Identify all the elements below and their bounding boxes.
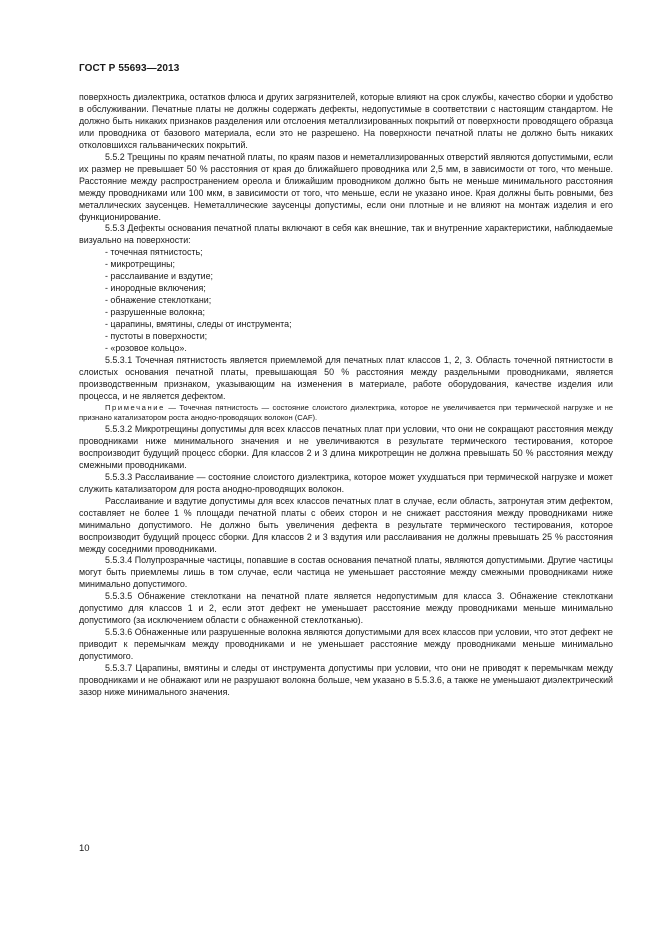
list-item: - расслаивание и вздутие;	[105, 271, 214, 282]
list-item: - обнажение стеклоткани;	[105, 295, 212, 306]
note	[79, 403, 613, 424]
paragraph-5-5-3-4: 5.5.3.4 Полупрозрачные частицы, попавшие в состав основания печатной платы, являются допустимыми. Другие частицы могут быть приемлемы лишь в том случае, если частица не уменьшает расстояние между смежными проводниками ниже минимально допустимого.	[79, 555, 613, 590]
document-body	[79, 92, 613, 699]
list-item: - «розовое кольцо».	[105, 343, 187, 354]
paragraph-5-5-3-7: 5.5.3.7 Царапины, вмятины и следы от инструмента допустимы при условии, что они не приводят к перемычкам между проводниками и не обнажают или не разрушают волокна больше, чем указано в 5.5.3.6, а также не уменьшают диэлектрический зазор ниже минимального значения.	[79, 663, 613, 697]
list-item: - разрушенные волокна;	[105, 307, 205, 318]
paragraph-5-5-3: 5.5.3 Дефекты основания печатной платы включают в себя как внешние, так и внутренние характеристики, наблюдаемые визуально на поверхности:	[79, 223, 613, 246]
list-item: - пустоты в поверхности;	[105, 331, 208, 342]
list-item: - царапины, вмятины, следы от инструмента;	[105, 319, 292, 330]
paragraph-5-5-3-1: 5.5.3.1 Точечная пятнистость является приемлемой для печатных плат классов 1, 2, 3. Область точечной пятнистости в слоистых основания печатной платы, превышающая 50 % расстояния между раздельными проводниками, является производственным признаком, указывающим на изменения в материале, работе оборудования, качестве изделия или процесса, и не является дефектом.	[79, 354, 613, 401]
document-header: ГОСТ Р 55693—2013	[79, 63, 180, 74]
paragraph-continuation: поверхность диэлектрика, остатков флюса и других загрязнителей, которые влияют на срок службы, качество сборки и удобство в обслуживании. Печатные платы не должны содержать дефекты, недопустимые в соответствии с настоящим стандартом. Не должно быть никаких признаков разделения или отслоения металлизированных покрытий от поверхности проводящего образца или проводника от базового материала, если это не разрешено. На поверхности печатной платы не должно быть никаких отколовшихся гальванических покрытий.	[79, 92, 613, 150]
paragraph-5-5-3-2: 5.5.3.2 Микротрещины допустимы для всех классов печатных плат при условии, что они не сокращают расстояния между проводниками ниже минимального значения и не увеличиваются в результате термического тестирования, которое воспроизводит будущий процесс сборки. Для классов 2 и 3 длина микротрещин не должна превышать 50 % расстояния между смежными проводниками.	[79, 423, 613, 470]
note-label: Примечание	[105, 402, 165, 412]
paragraph-5-5-3-3: 5.5.3.3 Расслаивание — состояние слоистого диэлектрика, которое может ухудшаться при термической нагрузке и может служить катализатором для роста анодно-проводящих волокон.	[79, 471, 613, 494]
paragraph-5-5-2: 5.5.2 Трещины по краям печатной платы, по краям пазов и неметаллизированных отверстий являются допустимыми, если их размер не превышает 50 % расстояния от края до ближайшего проводника или 2,5 мм, в зависимости от того, что меньше. Расстояние между распространением ореола и ближайшим проводником должно быть не меньше минимального расстояния между проводниками или 100 мкм, в зависимости от того, что меньше, если не указано иное. Края должны быть ровными, без металлических заусенцев. Неметаллические заусенцы допустимы, если они плотные и не влияют на монтаж изделия и его функционирование.	[79, 151, 613, 222]
list-item: - микротрещины;	[105, 259, 175, 270]
defect-list	[79, 247, 613, 355]
note-text: — Точечная пятнистость — состояние слоистого диэлектрика, которое не увеличивается при термической нагрузке и не признано катализатором роста анодно-проводящих волокон (CAF).	[79, 402, 613, 423]
page-number: 10	[79, 843, 90, 854]
paragraph-delamination: Расслаивание и вздутие допустимы для всех классов печатных плат в случае, если область, затронутая этим дефектом, составляет не более 1 % площади печатной платы с обеих сторон и не снижает расстояния между проводниками ниже минимально допустимого. Не должно быть увеличения дефекта в результате термического тестирования, которое воспроизводит будущий процесс сборки. Для классов 2 и 3 вздутия или расслаивания не должны превышать 25 % расстояния между соседними проводниками.	[79, 495, 613, 554]
list-item: - инородные включения;	[105, 283, 206, 294]
list-item: - точечная пятнистость;	[105, 247, 203, 258]
paragraph-5-5-3-6: 5.5.3.6 Обнаженные или разрушенные волокна являются допустимыми для всех классов при условии, что этот дефект не приводит к перемычкам между проводниками и не уменьшает расстояние между проводниками меньше минимально допустимого.	[79, 627, 613, 662]
paragraph-5-5-3-5: 5.5.3.5 Обнажение стеклоткани на печатной плате является недопустимым для класса 3. Обнажение стеклоткани допустимо для классов 1 и 2, если этот дефект не уменьшает расстояние между проводниками меньше минимально допустимого (за исключением области с обнаженной стеклотканью).	[79, 591, 613, 626]
